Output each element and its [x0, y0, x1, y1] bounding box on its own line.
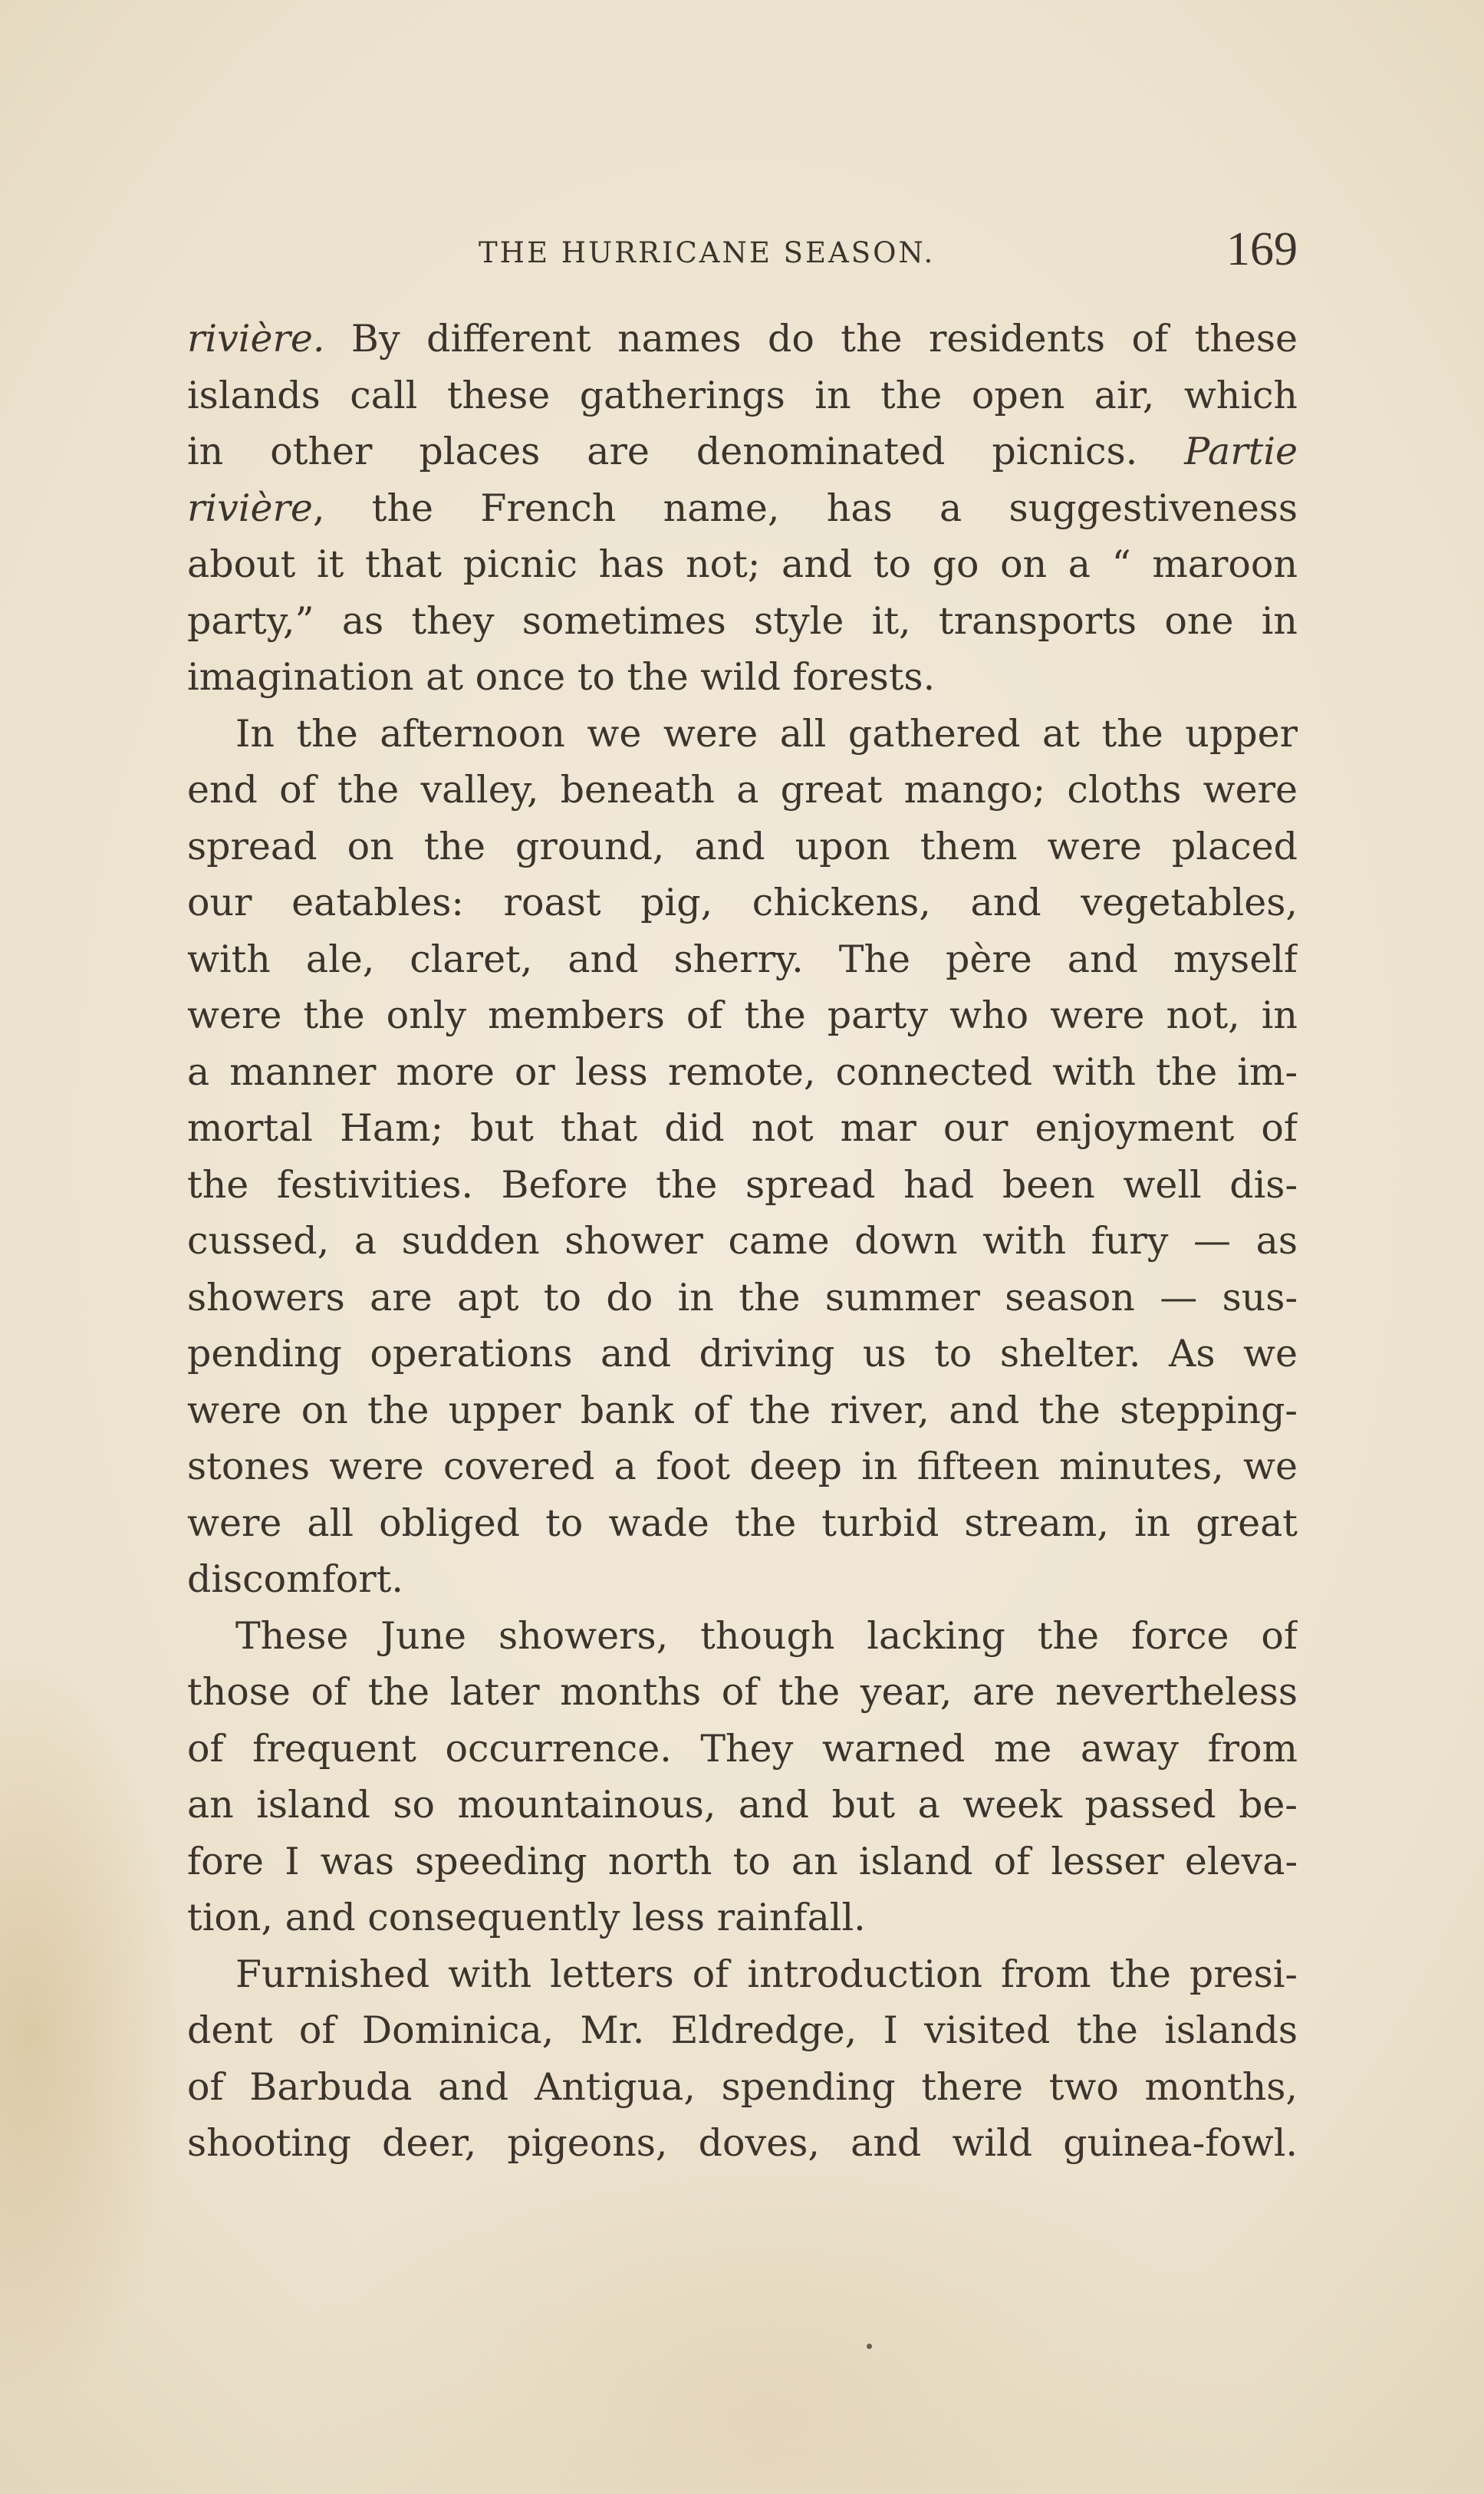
text-line: cussed, a sudden shower came down with fury — as [187, 1219, 1298, 1263]
text-line: of frequent occurrence. They warned me away from [187, 1726, 1298, 1771]
text-line: pending operations and driving us to shelter. As we [187, 1332, 1298, 1375]
text-line: dent of Dominica, Mr. Eldredge, I visited the islands [187, 2008, 1298, 2052]
text-line: end of the valley, beneath a great mango; cloths were [187, 768, 1298, 812]
text-line: in other places are denominated picnics. Partie [187, 430, 1298, 473]
text-line: with ale, claret, and sherry. The père and myself [187, 937, 1298, 981]
text-line: party,” as they sometimes style it, transports one in [187, 598, 1298, 643]
text-line: imagination at once to the wild forests. [187, 655, 936, 699]
text-line: spread on the ground, and upon them were placed [187, 824, 1298, 868]
text-line: were on the upper bank of the river, and the stepping- [187, 1388, 1298, 1432]
text-line: were the only members of the party who were not, in [187, 993, 1298, 1037]
text-line: These June showers, though lacking the force of [235, 1613, 1298, 1658]
text-line: Furnished with letters of introduction from the presi- [235, 1952, 1298, 1996]
text-line: a manner more or less remote, connected with the im- [187, 1049, 1298, 1094]
body-text [187, 311, 1298, 2172]
text-line: the festivities. Before the spread had been well dis- [187, 1162, 1298, 1207]
page-number: 169 [1226, 223, 1298, 275]
text-line: those of the later months of the year, are nevertheless [187, 1670, 1298, 1714]
text-line: In the afternoon we were all gathered at the upper [235, 711, 1298, 756]
text-line: rivière. By different names do the residents of these [187, 317, 1298, 361]
text-line: fore I was speeding north to an island of lesser eleva- [187, 1839, 1298, 1883]
paper-speck [867, 2344, 872, 2349]
page-header [187, 223, 1298, 284]
text-line: about it that picnic has not; and to go on a “ maroon [187, 542, 1298, 586]
text-line: islands call these gatherings in the open air, which [187, 373, 1298, 417]
text-line: mortal Ham; but that did not mar our enjoyment of [187, 1106, 1298, 1150]
text-line: stones were covered a foot deep in fifteen minutes, we [187, 1445, 1298, 1488]
running-head: THE HURRICANE SEASON. [479, 236, 936, 269]
text-line: rivière, the French name, has a suggestiveness [187, 486, 1298, 530]
text-line: tion, and consequently less rainfall. [187, 1896, 866, 1939]
text-line: of Barbuda and Antigua, spending there two months, [187, 2064, 1298, 2109]
text-line: discomfort. [187, 1557, 403, 1601]
text-line: were all obliged to wade the turbid stream, in great [187, 1501, 1298, 1545]
text-line: an island so mountainous, and but a week passed be- [187, 1783, 1298, 1827]
text-line: shooting deer, pigeons, doves, and wild guinea-fowl. [187, 2121, 1298, 2165]
text-line: showers are apt to do in the summer season — sus- [187, 1275, 1298, 1319]
text-line: our eatables: roast pig, chickens, and vegetables, [187, 881, 1298, 924]
